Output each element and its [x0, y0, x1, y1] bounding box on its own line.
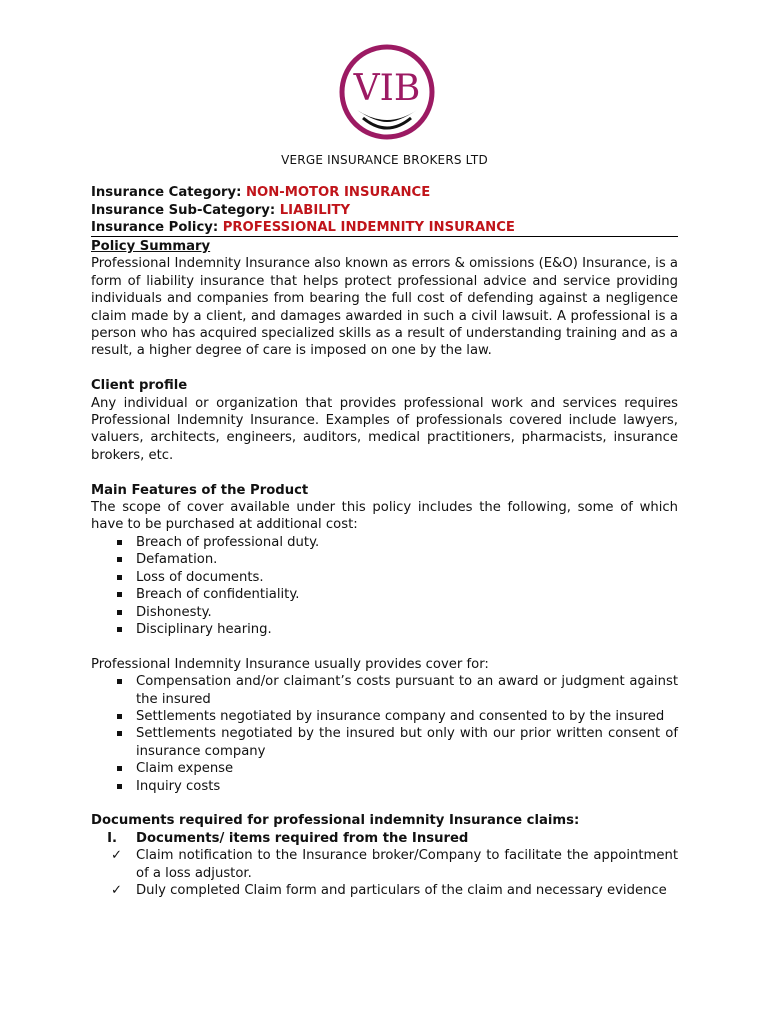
- list-item: [91, 847, 678, 882]
- list-item: Disciplinary hearing.: [91, 621, 678, 638]
- svg-text:VIB: VIB: [353, 68, 421, 109]
- summary-heading: Policy Summary: [91, 239, 211, 254]
- category-label: Insurance Category:: [91, 185, 246, 200]
- subcategory-value: LIABILITY: [279, 202, 351, 218]
- policy-label: Insurance Policy:: [91, 220, 223, 235]
- documents-list: [91, 847, 678, 899]
- policy-row: [91, 219, 678, 237]
- cover-intro: Professional Indemnity Insurance usually provides cover for:: [91, 656, 489, 672]
- company-name: VERGE INSURANCE BROKERS LTD: [281, 153, 488, 167]
- cover-list: [91, 673, 678, 795]
- subcategory-label: Insurance Sub-Category:: [91, 202, 280, 218]
- features-heading: Main Features of the Product: [91, 482, 309, 498]
- section-title: Documents/ items required from the Insured: [136, 830, 469, 846]
- list-item: Compensation and/or claimant’s costs pursuant to an award or judgment against the insured: [91, 673, 678, 708]
- category-row: [91, 184, 678, 202]
- company-logo: [337, 42, 437, 142]
- client-heading: Client profile: [91, 378, 188, 394]
- summary-text: Professional Indemnity Insurance also known as errors & omissions (E&O) Insurance, is a form of liability insurance that helps protect professional advice and service providing individuals and companies from bearing the full cost of defending against a negligence claim made by a client, and damages awarded in such a civil lawsuit. A professional is a person who has acquired specialized skills as a result of understanding training and as a result, a higher degree of care is imposed on one by the law.: [91, 256, 678, 359]
- features-list: [91, 534, 678, 638]
- list-item: Loss of documents.: [91, 569, 678, 586]
- policy-value: PROFESSIONAL INDEMNITY INSURANCE: [222, 220, 515, 235]
- check-icon: ✓: [111, 882, 123, 898]
- section-number: I.: [107, 830, 117, 846]
- list-item: Settlements negotiated by insurance company and consented to by the insured: [91, 708, 678, 725]
- header-divider: [91, 236, 678, 237]
- documents-section-heading: [91, 830, 678, 847]
- check-icon: ✓: [111, 848, 123, 864]
- list-item: Breach of professional duty.: [91, 534, 678, 551]
- subcategory-row: [91, 202, 678, 220]
- list-item: Inquiry costs: [91, 778, 678, 795]
- list-item-text: Claim notification to the Insurance broker/Company to facilitate the appointment of a loss adjustor.: [136, 848, 678, 881]
- list-item: Settlements negotiated by the insured but only with our prior written consent of insurance company: [91, 725, 678, 760]
- document-body: [91, 238, 678, 899]
- list-item: Breach of confidentiality.: [91, 586, 678, 603]
- documents-heading: Documents required for professional indemnity Insurance claims:: [91, 813, 580, 829]
- list-item-text: Duly completed Claim form and particulars of the claim and necessary evidence: [136, 882, 667, 898]
- list-item: Defamation.: [91, 551, 678, 568]
- list-item: [91, 882, 678, 899]
- list-item: Dishonesty.: [91, 604, 678, 621]
- category-value: NON-MOTOR INSURANCE: [245, 185, 431, 200]
- policy-meta: [91, 184, 678, 237]
- client-text: Any individual or organization that provides professional work and services requires Professional Indemnity Insurance. Examples of professionals covered include lawyers, valuers, architects, engineers, auditors, medical practitioners, pharmacists, insurance brokers, etc.: [91, 395, 678, 463]
- features-intro: The scope of cover available under this policy includes the following, some of which have to be purchased at additional cost:: [91, 500, 678, 533]
- list-item: Claim expense: [91, 760, 678, 777]
